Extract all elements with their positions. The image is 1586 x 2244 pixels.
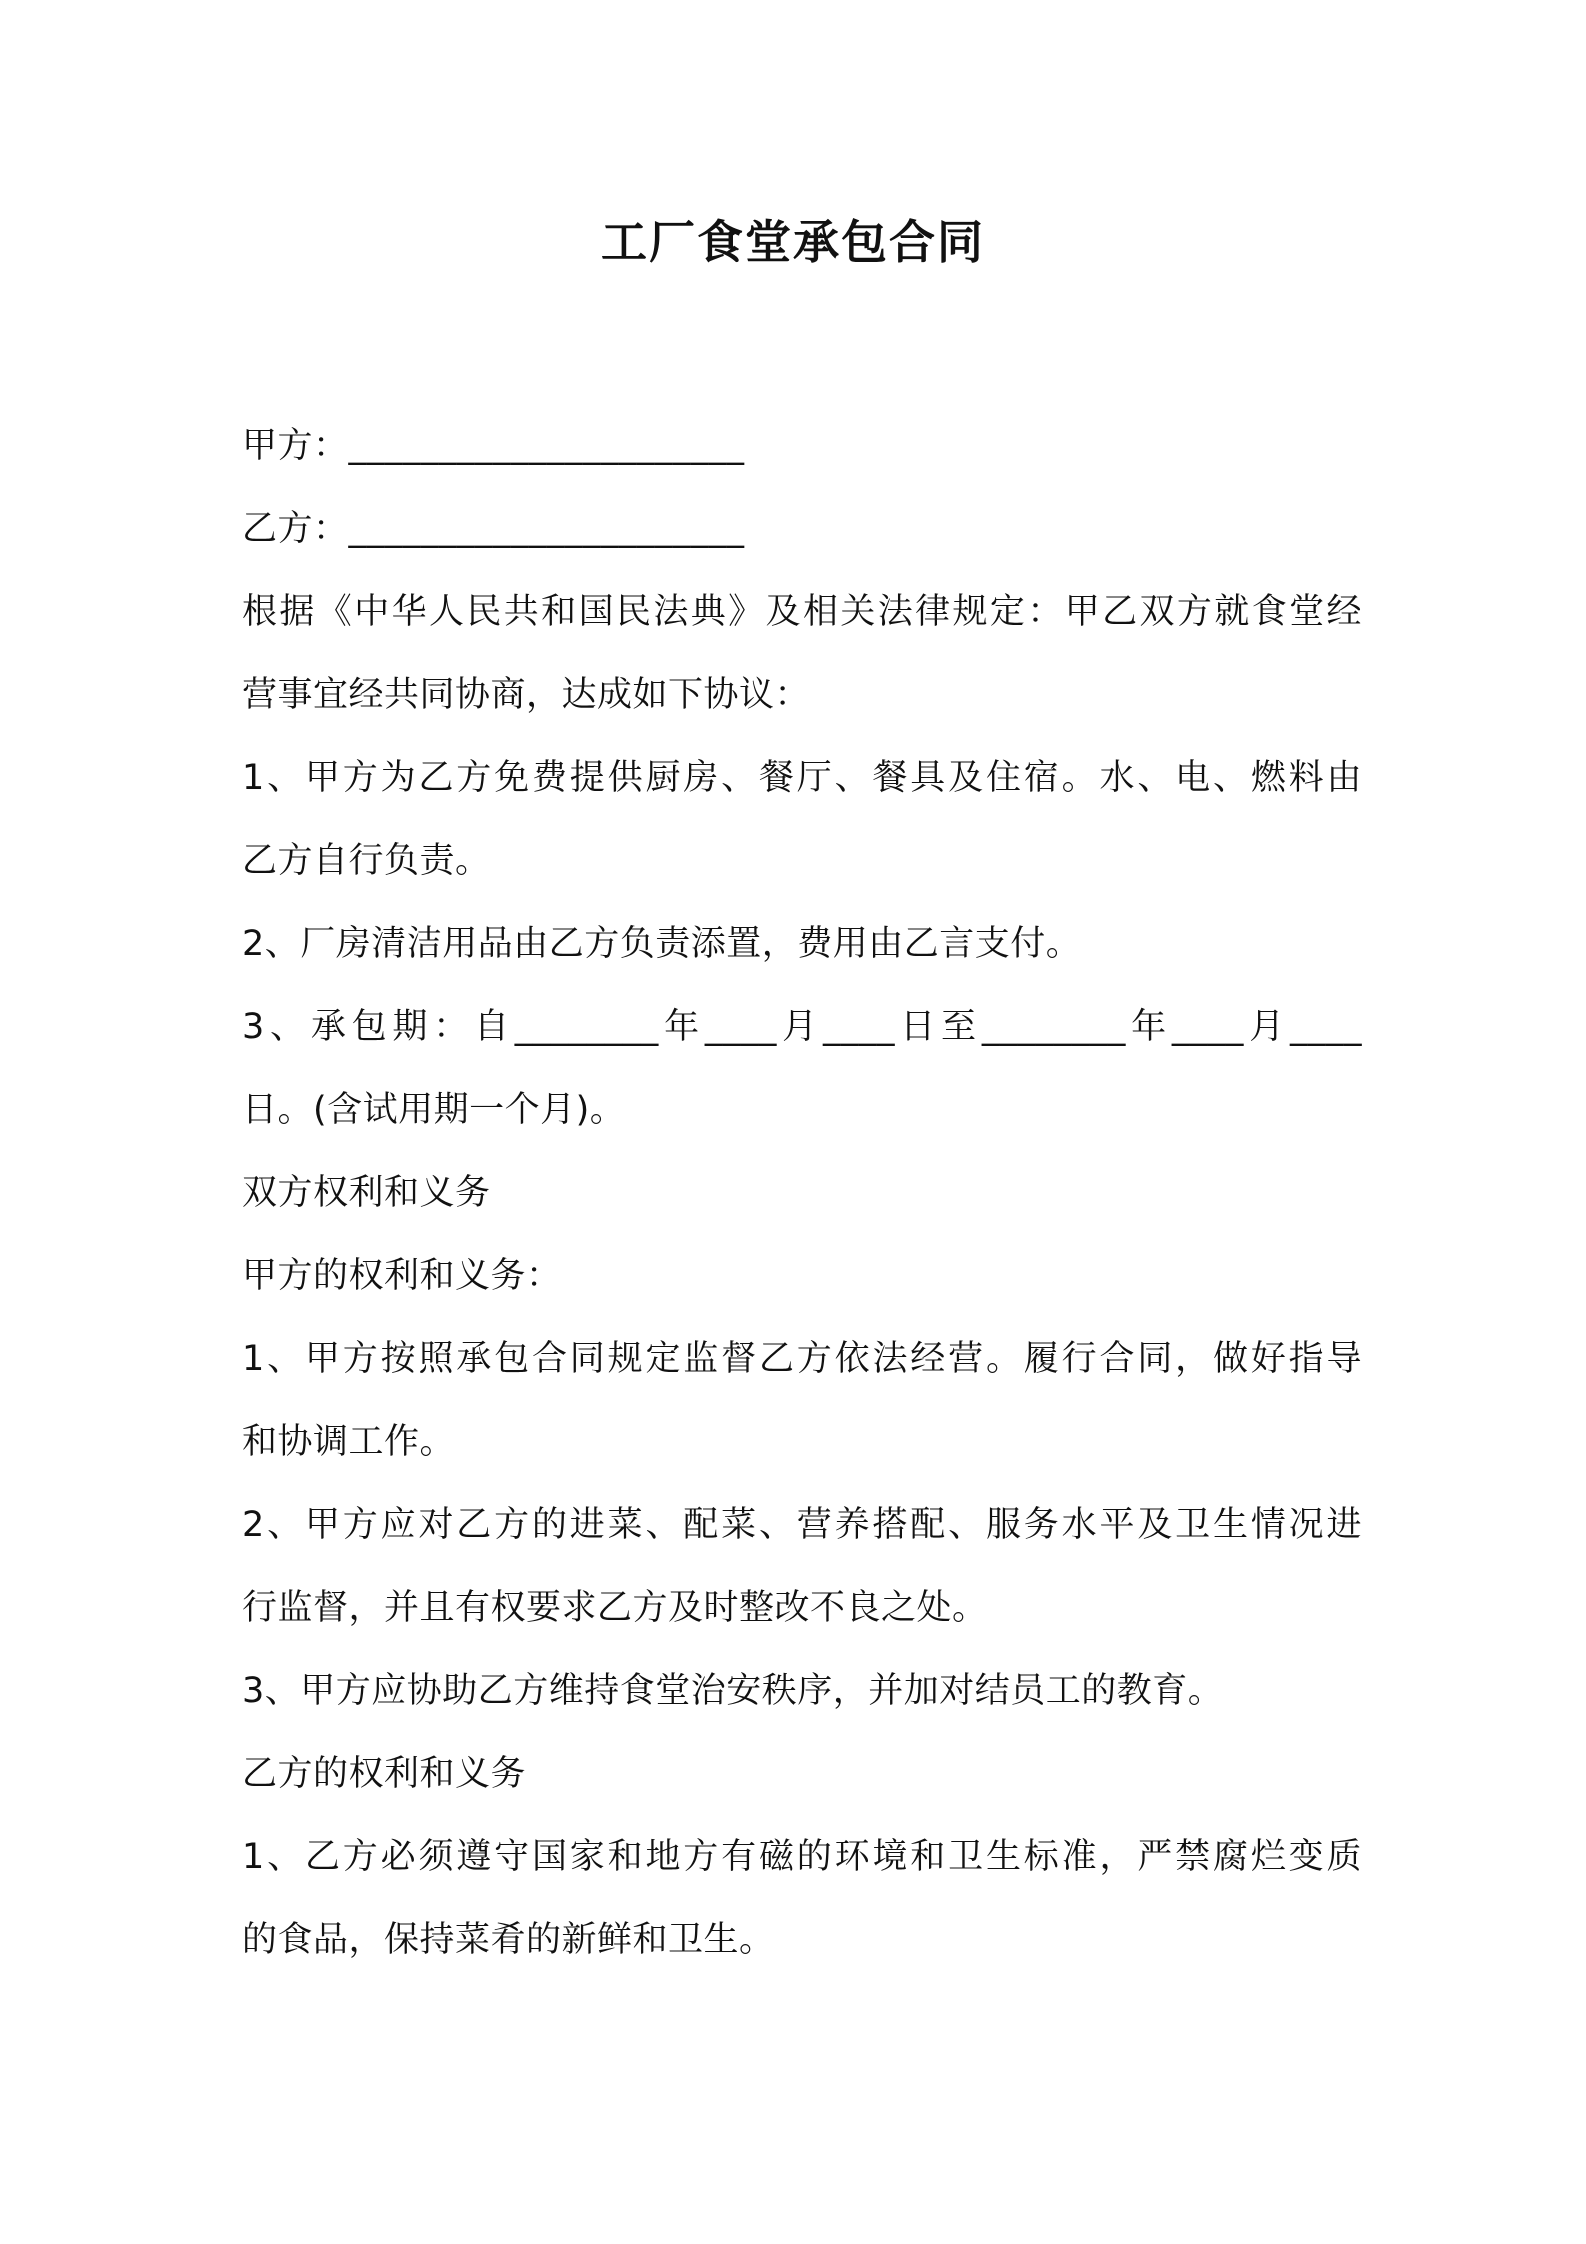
section-heading: 乙方的权利和义务 bbox=[242, 1754, 527, 1794]
paragraph-line: 根据《中华人民共和国民法典》及相关法律规定：甲乙双方就食堂经 bbox=[242, 592, 1362, 632]
section-heading: 双方权利和义务 bbox=[242, 1173, 491, 1213]
clause-line: 乙方自行负责。 bbox=[242, 841, 491, 881]
clause-line: 行监督，并且有权要求乙方及时整改不良之处。 bbox=[242, 1588, 988, 1628]
clause-line: 和协调工作。 bbox=[242, 1422, 456, 1462]
clause-line: 1、乙方必须遵守国家和地方有磁的环境和卫生标准，严禁腐烂变质 bbox=[242, 1837, 1362, 1877]
clause-line: 1、甲方按照承包合同规定监督乙方依法经营。履行合同，做好指导 bbox=[242, 1339, 1362, 1379]
document-body bbox=[242, 405, 1362, 1982]
clause-line: 2、厂房清洁用品由乙方负责添置，费用由乙言支付。 bbox=[242, 924, 1082, 964]
clause-line: 3、承包期：自________年____月____日至________年____月____ bbox=[242, 1007, 1362, 1047]
paragraph-line: 营事宜经共同协商，达成如下协议： bbox=[242, 675, 811, 715]
clause-line: 1、甲方为乙方免费提供厨房、餐厅、餐具及住宿。水、电、燃料由 bbox=[242, 758, 1362, 798]
party-a-line: 甲方：______________________ bbox=[242, 426, 745, 466]
section-heading: 甲方的权利和义务： bbox=[242, 1256, 562, 1296]
clause-line: 3、甲方应协助乙方维持食堂治安秩序，并加对结员工的教育。 bbox=[242, 1671, 1224, 1711]
party-b-line: 乙方：______________________ bbox=[242, 509, 745, 549]
clause-line: 日。(含试用期一个月)。 bbox=[242, 1090, 626, 1130]
clause-line: 2、甲方应对乙方的进菜、配菜、营养搭配、服务水平及卫生情况进 bbox=[242, 1505, 1362, 1545]
clause-line: 的食品，保持菜肴的新鲜和卫生。 bbox=[242, 1920, 775, 1960]
document-title: 工厂食堂承包合同 bbox=[601, 215, 985, 269]
